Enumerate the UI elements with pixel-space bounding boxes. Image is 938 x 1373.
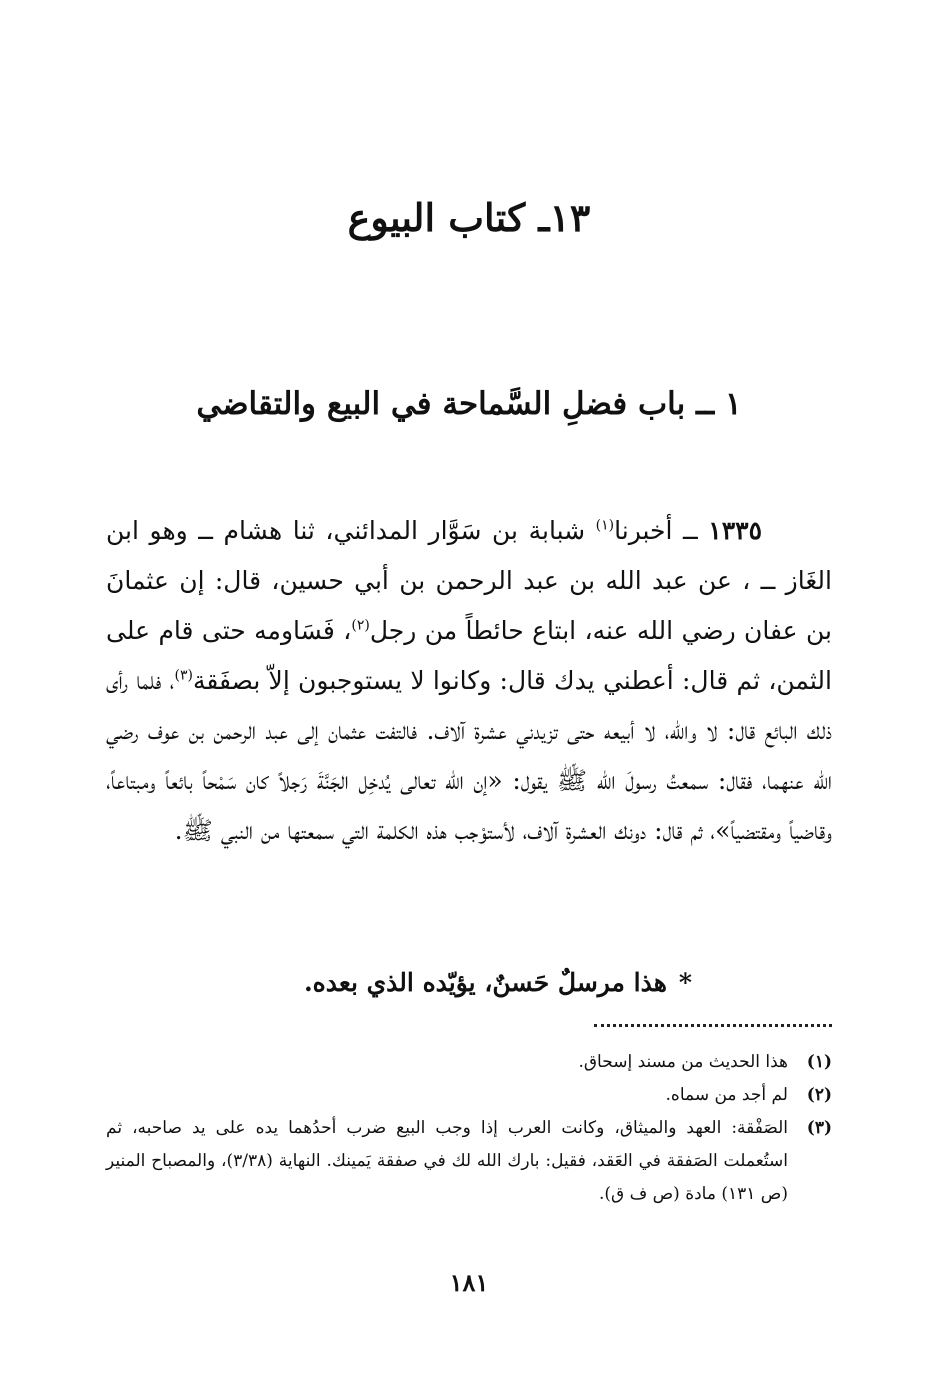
footnote-divider: [594, 1024, 832, 1027]
footnotes-list: [106, 1046, 832, 1211]
star-icon: *: [678, 968, 692, 997]
footnote-number: (٣): [806, 1118, 832, 1138]
grading-note: [106, 958, 832, 1008]
grading-text: هذا مرسلٌ حَسنٌ، يؤيّده الذي بعده.: [303, 968, 667, 997]
footnote-ref-1[interactable]: (١): [595, 517, 615, 534]
hadith-number: ١٣٣٥: [708, 516, 762, 545]
footnote-text: هذا الحديث من مسند إسحاق.: [578, 1052, 788, 1072]
hadith-paragraph: [106, 506, 832, 856]
footnote-number: (١): [806, 1052, 832, 1072]
footnote-text: الصَفْقة: العهد والميثاق، وكانت العرب إذا وجب البيع ضرب أحدُهما يده على يد صاحبه، ثم استُعملت الصَفقة في العَقد، فقيل: بارك الله لك في صفقة يَمينك. النهاية (٣/٣٨)، والمصباح المنير (ص ١٣١) مادة (ص ف ق).: [106, 1118, 788, 1204]
page-number: ١٨١: [449, 1268, 489, 1297]
footnote-item: [106, 1112, 832, 1211]
footnote-item: [106, 1046, 832, 1079]
hadith-segment: شبابة بن سَوَّار المدائني، ثنا هشام ــ وهو ابن الغَاز ــ ، عن عبد الله بن عبد الرحمن بن أبي حسين، قال: إن عثمانَ بن عفان رضي الله عنه، ابتاع حائطاً من رجل: [106, 516, 832, 645]
footnote-item: [106, 1079, 832, 1112]
footnote-ref-2[interactable]: (٢): [351, 617, 370, 634]
hadith-segment: ــ أخبرنا: [614, 516, 709, 545]
footnote-ref-3[interactable]: (٣): [174, 667, 193, 684]
footnote-number: (٢): [806, 1085, 832, 1105]
chapter-title: ١٣ـ كتاب البيوع: [347, 195, 591, 240]
hadith-text: [106, 506, 832, 856]
section-title: ١ ــ باب فضلِ السَّماحة في البيع والتقاضي: [196, 386, 742, 422]
hadith-segment: ، فلما رأى ذلك البائع قال: لا والله، لا أبيعه حتى تزيدني عشرة آلاف. فالتفت عثمان إلى عبد الرحمن بن عوف رضي الله عنهما، فقال: سمعتُ رسولَ الله ﷺ يقول: «إن الله تعالى يُدخِل الجَنَّةَ رَجلاً كان سَمْحاً بائعاً ومبتاعاً، وقاضياً ومقتضياً»، ثم قال: دونك العشرة آلاف، لأستوْجب هذه الكلمة التي سمعتها من النبي ﷺ.: [106, 666, 832, 845]
footnote-text: لم أجد من سماه.: [665, 1085, 788, 1105]
hadith-segment: ، فَسَاومه حتى قام على الثمن، ثم قال: أعطني يدك قال: وكانوا لا يستوجبون إلاّ بصفَقة: [106, 616, 832, 695]
